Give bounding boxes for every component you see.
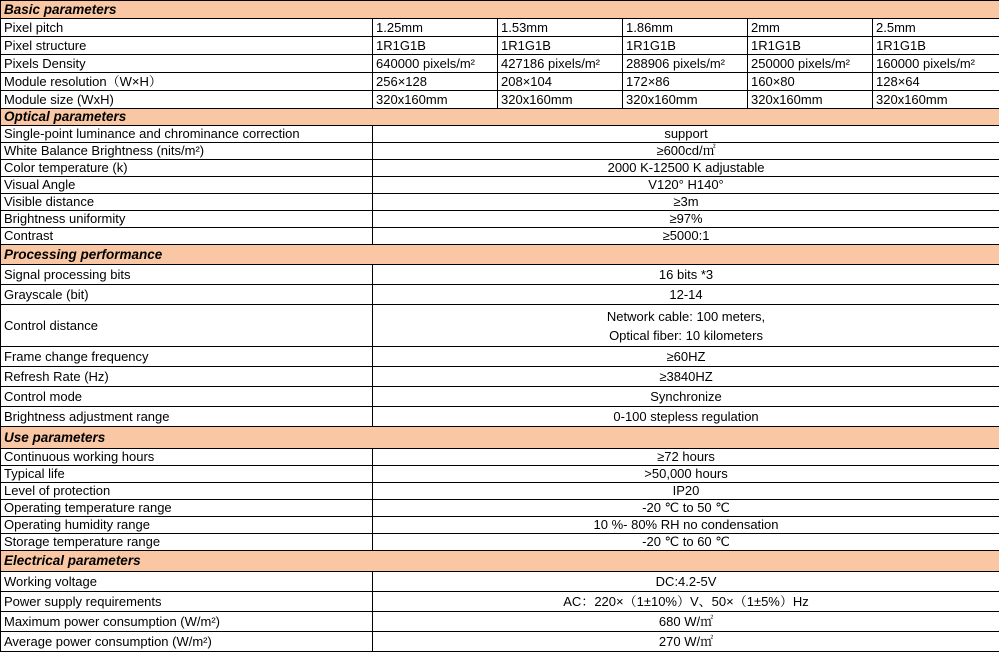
row-label: Control mode — [1, 387, 373, 407]
row-label: Frame change frequency — [1, 347, 373, 367]
row-label: Module size (WxH) — [1, 91, 373, 109]
cell-value: 256×128 — [373, 73, 498, 91]
row-value: Synchronize — [373, 387, 999, 407]
cell-value: 320x160mm — [873, 91, 999, 109]
row-value: 12-14 — [373, 285, 999, 305]
section-title: Use parameters — [1, 427, 999, 449]
table-row — [1, 367, 999, 387]
row-value: ≥3840HZ — [373, 367, 999, 387]
table-row — [1, 572, 999, 592]
row-value: support — [373, 126, 999, 143]
table-row — [1, 592, 999, 612]
row-label: Level of protection — [1, 483, 373, 500]
row-label: Maximum power consumption (W/m²) — [1, 612, 373, 632]
row-label: Brightness uniformity — [1, 211, 373, 228]
row-label: Module resolution（W×H） — [1, 73, 373, 91]
cell-value: 208×104 — [498, 73, 623, 91]
row-value: 680 W/㎡ — [373, 612, 999, 632]
table-row — [1, 534, 999, 551]
cell-value: 2.5mm — [873, 19, 999, 37]
row-value: V120° H140° — [373, 177, 999, 194]
cell-value: 1R1G1B — [373, 37, 498, 55]
row-value: -20 ℃ to 50 ℃ — [373, 500, 999, 517]
table-row — [1, 265, 999, 285]
section-processing — [1, 245, 999, 265]
table-row — [1, 143, 999, 160]
row-label: Color temperature (k) — [1, 160, 373, 177]
table-row — [1, 483, 999, 500]
cell-value: 1.53mm — [498, 19, 623, 37]
row-label: Contrast — [1, 228, 373, 245]
row-label: Visible distance — [1, 194, 373, 211]
row-value: DC:4.2-5V — [373, 572, 999, 592]
cell-value: 128×64 — [873, 73, 999, 91]
cell-value: 160×80 — [748, 73, 873, 91]
cell-value: 427186 pixels/m² — [498, 55, 623, 73]
section-title: Optical parameters — [1, 109, 999, 126]
cell-value: 1R1G1B — [498, 37, 623, 55]
row-label: Continuous working hours — [1, 449, 373, 466]
row-label: Average power consumption (W/m²) — [1, 632, 373, 652]
row-label: Pixel structure — [1, 37, 373, 55]
row-label: Working voltage — [1, 572, 373, 592]
row-label: Pixel pitch — [1, 19, 373, 37]
cell-value: 2mm — [748, 19, 873, 37]
row-value: 2000 K-12500 K adjustable — [373, 160, 999, 177]
row-value: 0-100 stepless regulation — [373, 407, 999, 427]
table-row — [1, 517, 999, 534]
table-row — [1, 305, 999, 347]
table-row — [1, 177, 999, 194]
table-row — [1, 91, 999, 109]
row-label: Operating humidity range — [1, 517, 373, 534]
table-row — [1, 632, 999, 652]
row-label: Brightness adjustment range — [1, 407, 373, 427]
row-label: Operating temperature range — [1, 500, 373, 517]
control-distance-line2: Optical fiber: 10 kilometers — [609, 327, 763, 343]
row-label: Control distance — [1, 305, 373, 347]
cell-value: 160000 pixels/m² — [873, 55, 999, 73]
cell-value: 1R1G1B — [748, 37, 873, 55]
row-label: Refresh Rate (Hz) — [1, 367, 373, 387]
row-value: 10 %- 80% RH no condensation — [373, 517, 999, 534]
row-value: 16 bits *3 — [373, 265, 999, 285]
row-value: ≥3m — [373, 194, 999, 211]
row-value: >50,000 hours — [373, 466, 999, 483]
row-label: Typical life — [1, 466, 373, 483]
row-value: ≥72 hours — [373, 449, 999, 466]
section-title: Processing performance — [1, 245, 999, 265]
row-label: Visual Angle — [1, 177, 373, 194]
cell-value: 320x160mm — [373, 91, 498, 109]
cell-value: 320x160mm — [748, 91, 873, 109]
row-label: Power supply requirements — [1, 592, 373, 612]
cell-value: 288906 pixels/m² — [623, 55, 748, 73]
section-electrical — [1, 551, 999, 572]
table-row — [1, 387, 999, 407]
section-title: Electrical parameters — [1, 551, 999, 572]
cell-value: 320x160mm — [498, 91, 623, 109]
table-row — [1, 194, 999, 211]
control-distance-line1: Network cable: 100 meters, — [606, 308, 766, 324]
cell-value: 1R1G1B — [623, 37, 748, 55]
row-value — [373, 305, 999, 347]
row-value: ≥60HZ — [373, 347, 999, 367]
cell-value: 1R1G1B — [873, 37, 999, 55]
row-value: IP20 — [373, 483, 999, 500]
row-label: Grayscale (bit) — [1, 285, 373, 305]
table-row — [1, 347, 999, 367]
row-value: AC：220×（1±10%）V、50×（1±5%）Hz — [373, 592, 999, 612]
cell-value: 172×86 — [623, 73, 748, 91]
table-row — [1, 55, 999, 73]
table-row — [1, 407, 999, 427]
row-label: White Balance Brightness (nits/m²) — [1, 143, 373, 160]
cell-value: 1.86mm — [623, 19, 748, 37]
row-value: ≥600cd/㎡ — [373, 143, 999, 160]
row-label: Signal processing bits — [1, 265, 373, 285]
table-row — [1, 37, 999, 55]
row-value: 270 W/㎡ — [373, 632, 999, 652]
table-row — [1, 73, 999, 91]
table-row — [1, 612, 999, 632]
table-row — [1, 211, 999, 228]
row-label: Single-point luminance and chrominance correction — [1, 126, 373, 143]
section-title: Basic parameters — [1, 1, 999, 19]
row-value: -20 ℃ to 60 ℃ — [373, 534, 999, 551]
spec-table-body — [1, 1, 999, 652]
section-use — [1, 427, 999, 449]
cell-value: 640000 pixels/m² — [373, 55, 498, 73]
cell-value: 320x160mm — [623, 91, 748, 109]
cell-value: 250000 pixels/m² — [748, 55, 873, 73]
table-row — [1, 466, 999, 483]
cell-value: 1.25mm — [373, 19, 498, 37]
row-label: Storage temperature range — [1, 534, 373, 551]
section-basic — [1, 1, 999, 19]
table-row — [1, 19, 999, 37]
table-row — [1, 500, 999, 517]
table-row — [1, 228, 999, 245]
table-row — [1, 160, 999, 177]
table-row — [1, 449, 999, 466]
row-value: ≥5000:1 — [373, 228, 999, 245]
row-value: ≥97% — [373, 211, 999, 228]
table-row — [1, 285, 999, 305]
row-label: Pixels Density — [1, 55, 373, 73]
table-row — [1, 126, 999, 143]
section-optical — [1, 109, 999, 126]
